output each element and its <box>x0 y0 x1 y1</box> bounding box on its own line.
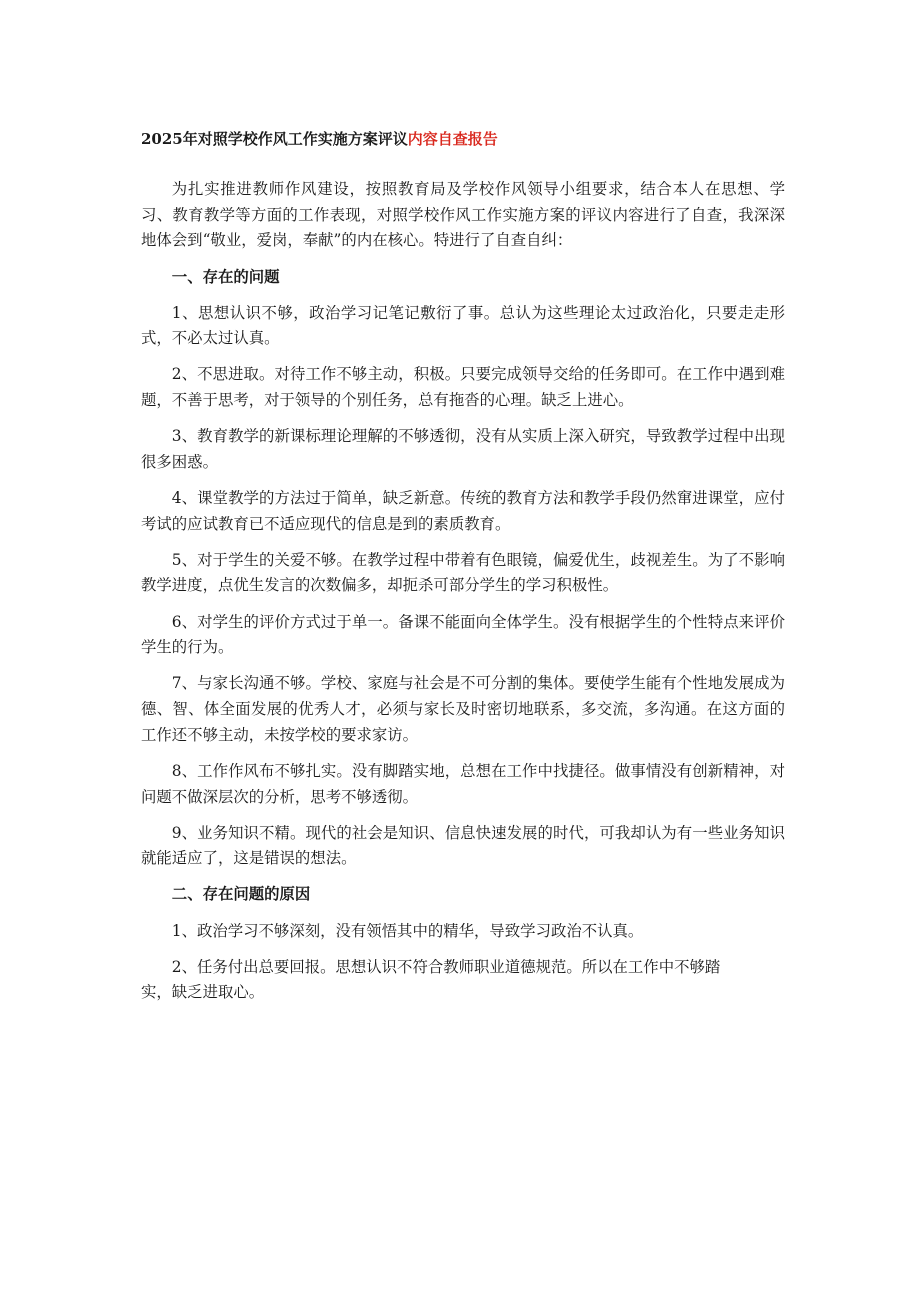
problem-item-2: 2、不思进取。对待工作不够主动，积极。只要完成领导交给的任务即可。在工作中遇到难题，不善于思考，对于领导的个别任务，总有拖沓的心理。缺乏上进心。 <box>141 365 785 410</box>
problem-item-4: 4、课堂教学的方法过于简单，缺乏新意。传统的教育方法和教学手段仍然窜进课堂，应付考试的应试教育已不适应现代的信息是到的素质教育。 <box>141 488 785 533</box>
problem-item-1: 1、思想认识不够，政治学习记笔记敷衍了事。总认为这些理论太过政治化，只要走走形式，不必太过认真。 <box>141 303 785 348</box>
document-body <box>141 177 785 1016</box>
intro-paragraph: 为扎实推进教师作风建设，按照教育局及学校作风领导小组要求，结合本人在思想、学习、教育教学等方面的工作表现，对照学校作风工作实施方案的评议内容进行了自查，我深深地体会到“敬业，爱岗，奉献”的内在核心。特进行了自查自纠： <box>141 180 785 250</box>
problem-item-8: 8、工作作风布不够扎实。没有脚踏实地，总想在工作中找捷径。做事情没有创新精神，对问题不做深层次的分析，思考不够透彻。 <box>141 761 785 806</box>
title-highlight: 内容自查报告 <box>407 130 498 148</box>
title-main: 2025年对照学校作风工作实施方案评议 <box>141 130 408 148</box>
problem-item-6: 6、对学生的评价方式过于单一。备课不能面向全体学生。没有根据学生的个性特点来评价学生的行为。 <box>141 612 785 657</box>
section-heading-causes: 二、存在问题的原因 <box>171 885 311 904</box>
cause-item-2: 2、任务付出总要回报。思想认识不符合教师职业道德规范。所以在工作中不够踏实，缺乏进取心。 <box>141 957 721 1002</box>
problem-item-3: 3、教育教学的新课标理论理解的不够透彻，没有从实质上深入研究，导致教学过程中出现很多困惑。 <box>141 427 785 471</box>
problem-item-7: 7、与家长沟通不够。学校、家庭与社会是不可分割的集体。要使学生能有个性地发展成为德、智、体全面发展的优秀人才，必须与家长及时密切地联系，多交流，多沟通。在这方面的工作还不够主动，未按学校的要求家访。 <box>141 674 785 744</box>
section-heading-problems: 一、存在的问题 <box>171 267 280 286</box>
problem-item-9: 9、业务知识不精。现代的社会是知识、信息快速发展的时代，可我却认为有一些业务知识就能适应了，这是错误的想法。 <box>141 823 785 868</box>
cause-item-1: 1、政治学习不够深刻，没有领悟其中的精华，导致学习政治不认真。 <box>171 921 644 940</box>
document-title <box>141 128 498 149</box>
problem-item-5: 5、对于学生的关爱不够。在教学过程中带着有色眼镜，偏爱优生，歧视差生。为了不影响教学进度，点优生发言的次数偏多，却扼杀可部分学生的学习积极性。 <box>141 550 785 595</box>
